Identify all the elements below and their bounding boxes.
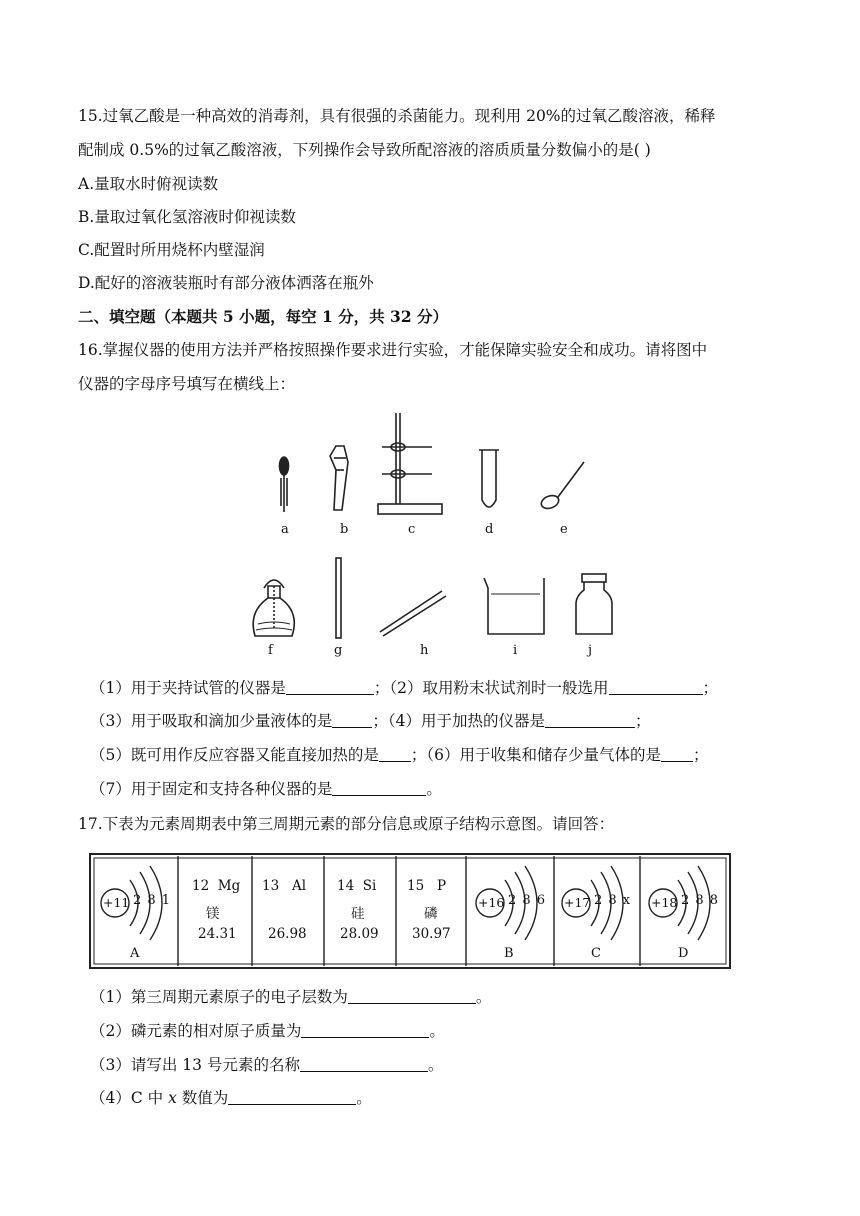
nucleus-a: +11: [103, 895, 130, 910]
q16-sub-line1: （1）用于夹持试管的仪器是 ；（2）取用粉末状试剂时一般选用 ；: [90, 679, 719, 697]
cell-label-d: D: [678, 946, 689, 961]
q15-stem-line1: 15.过氧乙酸是一种高效的消毒剂，具有很强的杀菌能力。现利用 20%的过氧乙酸溶液，稀释: [78, 107, 716, 125]
label-g: g: [334, 643, 343, 658]
element-al-mass: 26.98: [268, 926, 307, 942]
q17-sub2: （2）磷元素的相对原子质量为 。: [90, 1022, 445, 1040]
label-f: f: [268, 643, 273, 658]
label-b: b: [340, 522, 349, 537]
nucleus-b: +16: [478, 895, 505, 910]
label-c: c: [408, 522, 416, 537]
q15-option-d: D.配好的溶液装瓶时有部分液体洒落在瓶外: [78, 274, 374, 292]
q15-option-a: A.量取水时俯视读数: [78, 175, 219, 193]
answer-blank[interactable]: [228, 1089, 356, 1105]
shells-a: 2 8 1: [133, 893, 172, 908]
element-si-mass: 28.09: [340, 926, 379, 942]
element-mg-number-symbol: 12 Mg: [192, 878, 241, 894]
answer-blank[interactable]: [300, 1056, 428, 1072]
q17-stem: 17.下表为元素周期表中第三周期元素的部分信息或原子结构示意图。请回答：: [78, 815, 615, 833]
element-p-number-symbol: 15 P: [407, 878, 447, 894]
q15-option-c: C.配置时所用烧杯内壁湿润: [78, 241, 265, 259]
cell-label-b: B: [504, 946, 514, 961]
q15-stem-line2: 配制成 0.5%的过氧乙酸溶液，下列操作会导致所配溶液的溶质质量分数偏小的是( ): [78, 141, 651, 159]
q17-sub1: （1）第三周期元素原子的电子层数为 。: [90, 988, 492, 1006]
q16-stem-line1: 16.掌握仪器的使用方法并严格按照操作要求进行实验，才能保障实验安全和成功。请将图中: [78, 341, 708, 359]
q16-sub-line2: （3）用于吸取和滴加少量液体的是 ；（4）用于加热的仪器是 ；: [90, 712, 651, 730]
shells-d: 2 8 8: [681, 893, 720, 908]
q16-sub-line4: （7）用于固定和支持各种仪器的是 。: [90, 780, 442, 798]
label-i: i: [513, 643, 518, 658]
label-h: h: [420, 643, 429, 658]
q15-option-b: B.量取过氧化氢溶液时仰视读数: [78, 208, 296, 226]
element-mg-name: 镁: [206, 906, 220, 922]
label-a: a: [281, 522, 289, 537]
label-e: e: [560, 522, 568, 537]
element-mg-mass: 24.31: [198, 926, 237, 942]
nucleus-c: +17: [564, 895, 591, 910]
cell-label-c: C: [591, 946, 601, 961]
q17-sub4: （4）C 中 x 数值为 。: [90, 1089, 372, 1107]
answer-blank[interactable]: [301, 1022, 429, 1038]
label-j: j: [588, 643, 593, 658]
nucleus-d: +18: [651, 895, 678, 910]
q16-sub-line3: （5）既可用作反应容器又能直接加热的是 ；（6）用于收集和储存少量气体的是 ；: [90, 746, 709, 764]
element-p-mass: 30.97: [412, 926, 451, 942]
q16-stem-line2: 仪器的字母序号填写在横线上：: [78, 375, 296, 393]
element-al-number-symbol: 13 Al: [262, 878, 307, 894]
q17-sub3: （3）请写出 13 号元素的名称 。: [90, 1056, 444, 1074]
element-si-number-symbol: 14 Si: [337, 878, 377, 894]
element-p-name: 磷: [424, 906, 438, 922]
section-title: 二、填空题（本题共 5 小题，每空 1 分，共 32 分）: [78, 307, 449, 326]
answer-blank[interactable]: [348, 988, 476, 1004]
cell-label-a: A: [130, 946, 140, 961]
label-d: d: [485, 522, 494, 537]
shells-c: 2 8 x: [594, 893, 632, 908]
element-si-name: 硅: [351, 906, 365, 922]
shells-b: 2 8 6: [508, 893, 547, 908]
